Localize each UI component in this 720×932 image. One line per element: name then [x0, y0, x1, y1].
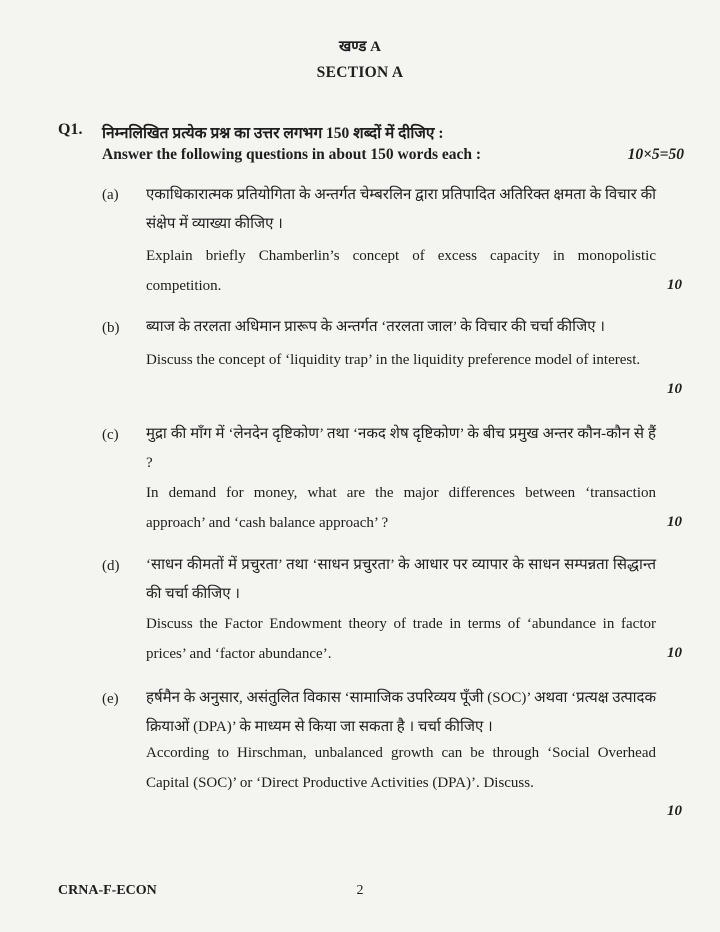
page-number: 2 — [356, 883, 364, 898]
part-e-hindi: हर्षमैन के अनुसार, असंतुलित विकास ‘सामाजिक उपरिव्यय पूँजी (SOC)’ अथवा ‘प्रत्यक्ष उत्पादक क्रियाओं (DPA)’ के माध्यम से किया जा सकता है । चर्चा कीजिए । — [146, 690, 656, 735]
question-instruction-hindi: निम्नलिखित प्रत्येक प्रश्न का उत्तर लगभग 150 शब्दों में दीजिए : — [102, 125, 444, 142]
part-e-marks: 10 — [667, 803, 682, 819]
part-d-english: Discuss the Factor Endowment theory of trade in terms of ‘abundance in factor prices’ and ‘factor abundance’. — [146, 616, 656, 662]
question-total-marks: 10×5=50 — [627, 146, 684, 163]
part-c-label: (c) — [102, 427, 119, 443]
part-b-marks: 10 — [667, 381, 682, 397]
question-number: Q1. — [58, 121, 83, 138]
part-e-label: (e) — [102, 691, 119, 707]
part-a-hindi: एकाधिकारात्मक प्रतियोगिता के अन्तर्गत चेम्बरलिन द्वारा प्रतिपादित अतिरिक्त क्षमता के विचार की संक्षेप में व्याख्या कीजिए । — [146, 187, 656, 232]
part-c-marks: 10 — [667, 514, 682, 530]
question-instruction: Answer the following questions in about 150 words each : — [102, 146, 482, 163]
part-b-hindi: ब्याज के तरलता अधिमान प्रारूप के अन्तर्गत ‘तरलता जाल’ के विचार की चर्चा कीजिए । — [146, 319, 605, 335]
paper-code: CRNA-F-ECON — [58, 883, 157, 898]
part-a-english: Explain briefly Chamberlin’s concept of excess capacity in monopolistic competition. — [146, 248, 656, 294]
part-b-english: Discuss the concept of ‘liquidity trap’ in the liquidity preference model of interest. — [146, 352, 641, 368]
part-d-label: (d) — [102, 558, 120, 574]
part-c-hindi: मुद्रा की माँग में ‘लेनदेन दृष्टिकोण’ तथा ‘नकद शेष दृष्टिकोण’ के बीच प्रमुख अन्तर कौन-कौन से हैं ? — [146, 426, 656, 471]
part-a-label: (a) — [102, 187, 119, 203]
part-e-english: According to Hirschman, unbalanced growth can be through ‘Social Overhead Capital (SOC)’ or ‘Direct Productive Activities (DPA)’. Discuss. — [146, 745, 656, 791]
section-title: SECTION A — [316, 64, 404, 81]
part-b-label: (b) — [102, 320, 120, 336]
part-d-hindi: ‘साधन कीमतों में प्रचुरता’ तथा ‘साधन प्रचुरता’ के आधार पर व्यापार के साधन सम्पन्नता सिद्धान्त की चर्चा कीजिए । — [146, 557, 656, 602]
part-c-english: In demand for money, what are the major differences between ‘transaction approach’ and ‘cash balance approach’ ? — [146, 485, 656, 531]
part-d-marks: 10 — [667, 645, 682, 661]
section-title-hindi: खण्ड A — [338, 39, 381, 55]
part-a-marks: 10 — [667, 277, 682, 293]
